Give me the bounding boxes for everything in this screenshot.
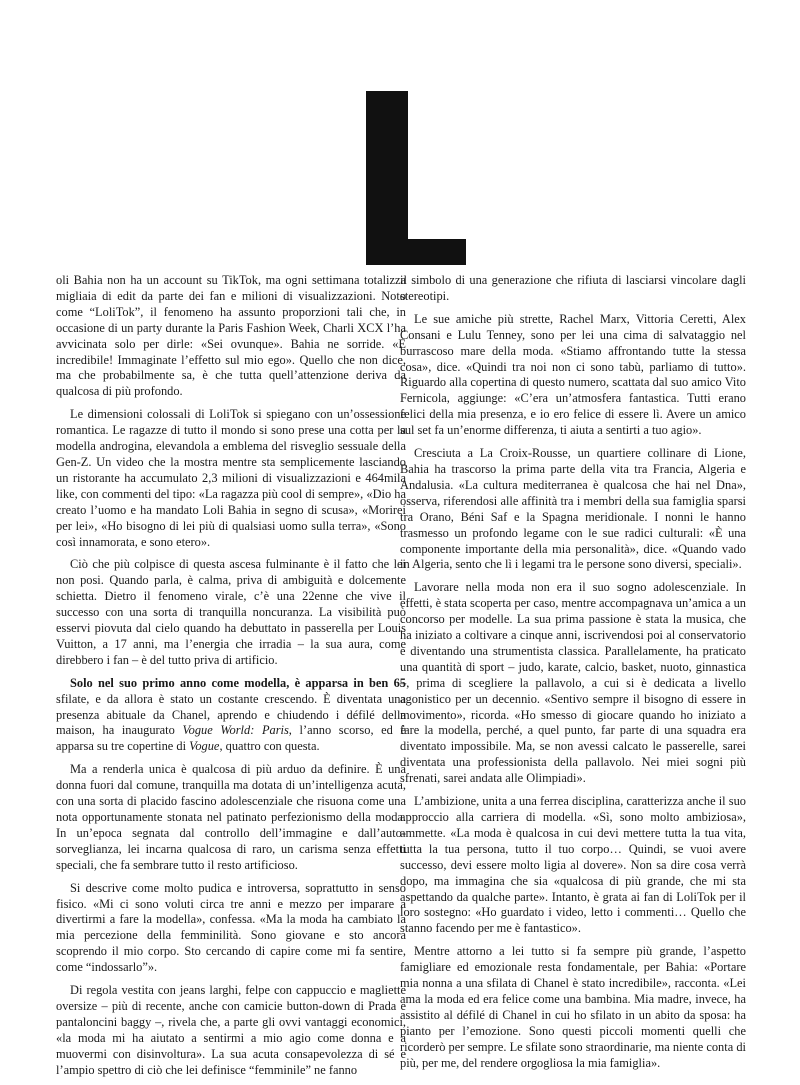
paragraph: Le dimensioni colossali di LoliTok si spiegano con un’ossessione romantica. Le ragazze di tutto il mondo si sono prese una cotta per la modella androgina, elevandola a emblema del risveglio sessuale della Gen-Z. Un video che la mostra mentre sta semplicemente lasciando un ristorante ha accumulato 2,3 milioni di visualizzazioni e 464mila like, con commenti del tipo: «La ragazza più cool di sempre», «Dio ha creato l’uomo e ha mandato Loli Bahia in segno di scusa», «Morirei per lei», «Ho bisogno di lei più di qualsiasi uomo sulla terra», «Sono così innamorata, e sono etero». <box>56 407 406 549</box>
article-column-right <box>400 273 746 1072</box>
paragraph: Solo nel suo primo anno come modella, è apparsa in ben 65 sfilate, e da allora è stato un costante crescendo. È diventata una presenza abituale da Chanel, aprendo e chiudendo i défilé della maison, ha inaugurato Vogue World: Paris, l’anno scorso, ed è apparsa su tre copertine di Vogue, quattro con questa. <box>56 675 406 754</box>
emphasis: Vogue World: Paris <box>182 723 289 738</box>
drop-cap-letter <box>366 91 408 265</box>
drop-cap-text <box>366 91 367 92</box>
paragraph: Cresciuta a La Croix-Rousse, un quartiere collinare di Lione, Bahia ha trascorso la prima parte della vita tra Francia, Algeria e Andalusia. «La cultura mediterranea è qualcosa che hai nel Dna», osserva, riferendosi alle affinità tra i membri della sua famiglia sparsi tra Orano, Béni Saf e la Spagna meridionale. I nonni le hanno trasmesso un profondo legame con le sue radici culturali: «È una componente importante della mia personalità», dice. «Quando vado in Algeria, sento che lì i legami tra le persone sono diversi, speciali». <box>400 446 746 572</box>
paragraph: Lavorare nella moda non era il suo sogno adolescenziale. In effetti, è stata scoperta per caso, mentre accompagnava un’amica a un concorso per modelle. La sua prima passione è stata la musica, che ha iniziato a coltivare a cinque anni, iscrivendosi poi al conservatorio e diventando una strumentista classica. Parallelamente, ha praticato una quantità di sport – judo, karate, calcio, basket, nuoto, ginnastica –, prima di scegliere la pallavolo, a cui si è dedicata a livello agonistico per un decennio. «Sentivo sempre il bisogno di essere in movimento», ricorda. «Ho smesso di giocare quando ho iniziato a fare la modella, perché, a quel punto, far parte di una squadra era diventato impossibile. Ma, se non avessi calcato le passerelle, sarei diventata una professionista della pallavolo. Nei miei sogni più sfrenati, sarei andata alle Olimpiadi». <box>400 580 746 786</box>
paragraph: Si descrive come molto pudica e introversa, soprattutto in senso fisico. «Mi ci sono voluti circa tre anni e mezzo per imparare a divertirmi a fare la modella», confessa. «Ma la moda ha cambiato la mia percezione della femminilità. Sono giovane e sto ancora scoprendo il mio corpo. Sto cercando di capire come mi fa sentire, come “indossarlo”». <box>56 880 406 975</box>
paragraph: L’ambizione, unita a una ferrea disciplina, caratterizza anche il suo approccio alla carriera di modella. «Sì, sono molto ambiziosa», ammette. «La moda è qualcosa in cui devi mettere tutta la tua vita, tutta la tua persona, tutto il tuo corpo… Quindi, se vuoi avere successo, devi essere molto ligia al dovere». Non sa dire cosa verrà dopo, ma immagina che sia «qualcosa di più grande, che mi sta aspettando da qualche parte». Intanto, è grata ai fan di LoliTok per il loro sostegno: «Ho guardato i video, letto i commenti… Quello che stanno facendo per me è fantastico». <box>400 794 746 936</box>
paragraph: oli Bahia non ha un account su TikTok, ma ogni settimana totalizza migliaia di edit da parte dei fan e milioni di visualizzazioni. Noto come “LoliTok”, il fenomeno ha assunto proporzioni tali che, in occasione di un party durante la Paris Fashion Week, Charli XCX l’ha avvicinata solo per dirle: «Sei ovunque». Bahia ne sorride. «È incredibile! Immaginate l’effetto sul mio ego». Quello che non dice, ma che probabilmente sa, è che tutta quell’attenzione deriva da qualcosa di più profondo. <box>56 273 406 399</box>
article-column-left <box>56 273 406 1079</box>
paragraph: Mentre attorno a lei tutto si fa sempre più grande, l’aspetto famigliare ed emozionale resta fondamentale, per Bahia: «Portare mia nonna a una sfilata di Chanel è stato incredibile», racconta. «Lei ama la moda ed era felice come una bambina. Mia madre, invece, ha assistito al défilé di Chanel in cui ho sfilato in un abito da sposa: ha pianto per l’emozione. Sono questi piccoli momenti quelli che ricorderò per sempre. Le sfilate sono straordinarie, ma niente conta di più, per me, del rendere orgogliosa la mia famiglia». <box>400 944 746 1070</box>
emphasis: Vogue <box>189 739 220 754</box>
paragraph: Le sue amiche più strette, Rachel Marx, Vittoria Ceretti, Alex Consani e Lulu Tenney, sono per lei una cima di salvataggio nel burrascoso mare della moda. «Stiamo affrontando tutte la stessa cosa», dice. «Quindi tra noi non ci sono tabù, parliamo di tutto». Riguardo alla copertina di questo numero, scattata dal suo amico Vito Fernicola, aggiunge: «C’era un’atmosfera fantastica. Tutti erano felici della mia presenza, e io ero felice di essere lì. Avere un amico sul set fa un’enorme differenza, ti aiuta a sentirti a tuo agio». <box>400 311 746 438</box>
paragraph-lead: Solo nel suo primo anno come modella, è apparsa in ben 65 <box>70 675 406 690</box>
paragraph: Di regola vestita con jeans larghi, felpe con cappuccio e magliette oversize – più di recente, anche con camicie button-down di Prada e pantaloncini baggy –, rivela che, a parte gli ovvi vantaggi economici, «la moda mi ha aiutato a sentirmi a mio agio come donna e a muovermi con disinvoltura». La sua acuta consapevolezza di sé e l’ampio spettro di ciò che lei definisce “femminile” ne fanno <box>56 983 406 1077</box>
paragraph: il simbolo di una generazione che rifiuta di lasciarsi vincolare dagli stereotipi. <box>400 273 746 303</box>
paragraph: Ciò che più colpisce di questa ascesa fulminante è il fatto che lei non posi. Quando parla, è calma, priva di ambiguità e dolcemente schietta. Dietro il fenomeno virale, c’è una 22enne che vive il successo con una sorta di tranquilla noncuranza. La visibilità può esservi piovuta dal cielo quando ha debuttato in passerella per Louis Vuitton, a 17 anni, ma l’energia che irradia – la sua aura, come direbbero i fan – è del tutto priva di artificio. <box>56 557 406 667</box>
paragraph: Ma a renderla unica è qualcosa di più arduo da definire. È una donna fuori dal comune, tranquilla ma dotata di un’intelligenza acuta, con una sorta di placido fascino adolescenziale che risuona come una nota opportunamente stonata nel patinato perfezionismo della moda. In un’epoca segnata dal controllo dell’immagine e dall’auto-sorveglianza, lei incarna qualcosa di raro, un carisma senza effetti speciali, che fa sembrare tutto il resto artificioso. <box>56 762 406 872</box>
